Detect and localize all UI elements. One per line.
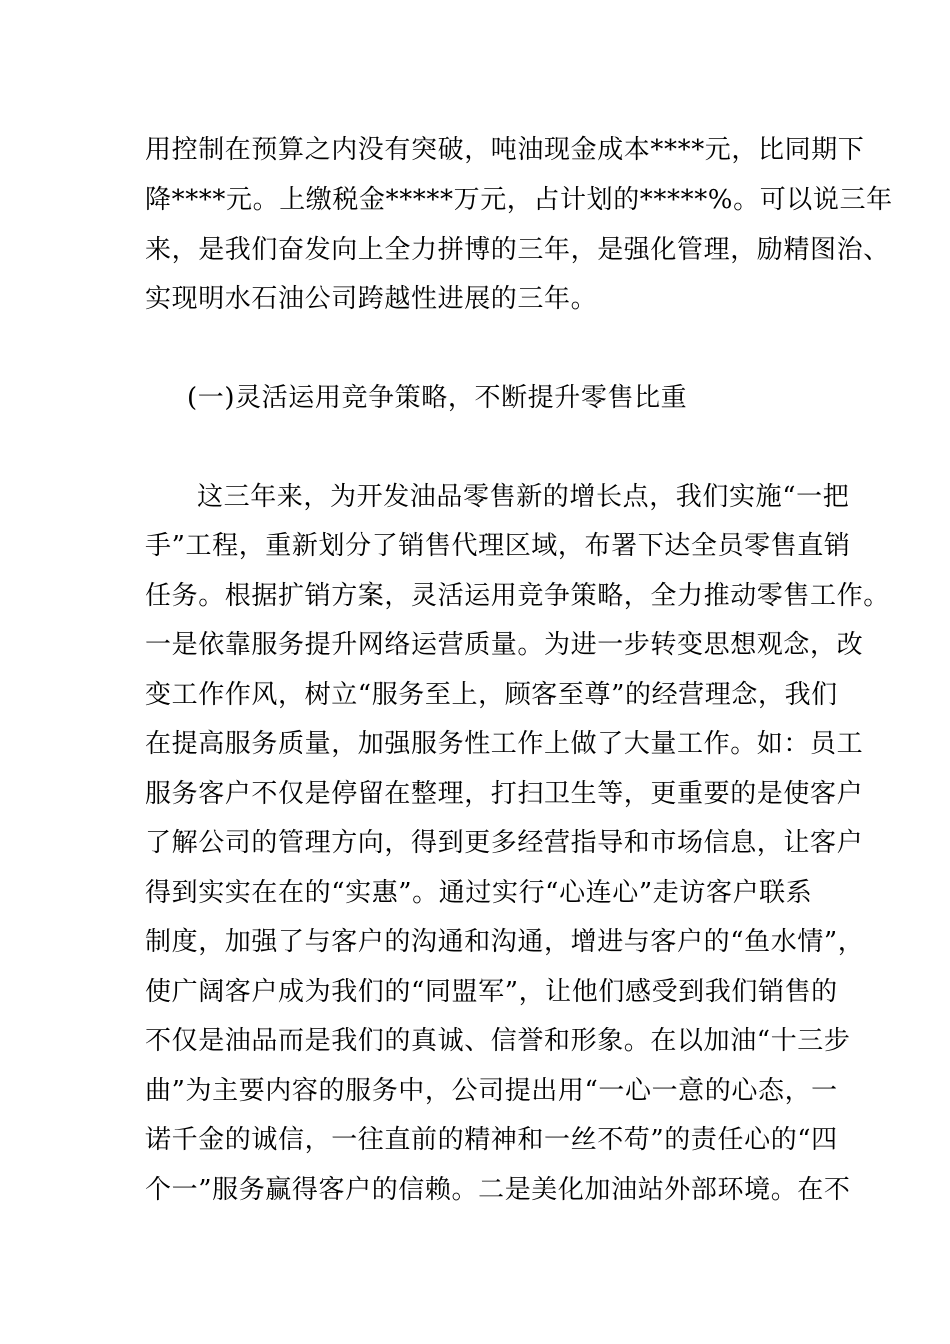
text-line: 诺千金的诚信，一往直前的精神和一丝不苟”的责任心的“四	[145, 1125, 838, 1155]
text-line: 不仅是油品而是我们的真诚、信誉和形象。在以加油“十三步	[145, 1026, 851, 1056]
text-line: 用控制在预算之内没有突破，吨油现金成本****元，比同期下	[145, 135, 865, 165]
text-line: 这三年来，为开发油品零售新的增长点，我们实施“一把	[197, 482, 850, 512]
text-line: 使广阔客户成为我们的“同盟军”，让他们感受到我们销售的	[145, 977, 838, 1007]
text-line: 个一”服务赢得客户的信赖。二是美化加油站外部环境。在不	[145, 1175, 851, 1205]
text-line: 制度，加强了与客户的沟通和沟通，增进与客户的“鱼水情”，	[145, 927, 865, 957]
text-line: 任务。根据扩销方案，灵活运用竞争策略，全力推动零售工作。	[145, 581, 890, 611]
text-line: 了解公司的管理方向，得到更多经营指导和市场信息，让客户	[145, 828, 864, 858]
text-line: 曲”为主要内容的服务中，公司提出用“一心一意的心态，一	[145, 1076, 838, 1106]
text-line: 来，是我们奋发向上全力拼博的三年，是强化管理，励精图治、	[145, 235, 890, 265]
text-line: 服务客户不仅是停留在整理，打扫卫生等，更重要的是使客户	[145, 779, 864, 809]
text-line: 变工作作风，树立“服务至上，顾客至尊”的经营理念，我们	[145, 680, 838, 710]
text-line: 在提高服务质量，加强服务性工作上做了大量工作。如：员工	[145, 729, 864, 759]
text-line: 手”工程，重新划分了销售代理区域，布署下达全员零售直销	[145, 531, 851, 561]
text-line: 实现明水石油公司跨越性进展的三年。	[145, 284, 598, 314]
section-heading: (一)灵活运用竞争策略，不断提升零售比重	[187, 383, 688, 413]
text-line: 降****元。上缴税金*****万元，占计划的*****%。可以说三年	[145, 185, 893, 215]
text-line: 一是依靠服务提升网络运营质量。为进一步转变思想观念，改	[145, 630, 864, 660]
text-line: 得到实实在在的“实惠”。通过实行“心连心”走访客户联系	[145, 878, 813, 908]
